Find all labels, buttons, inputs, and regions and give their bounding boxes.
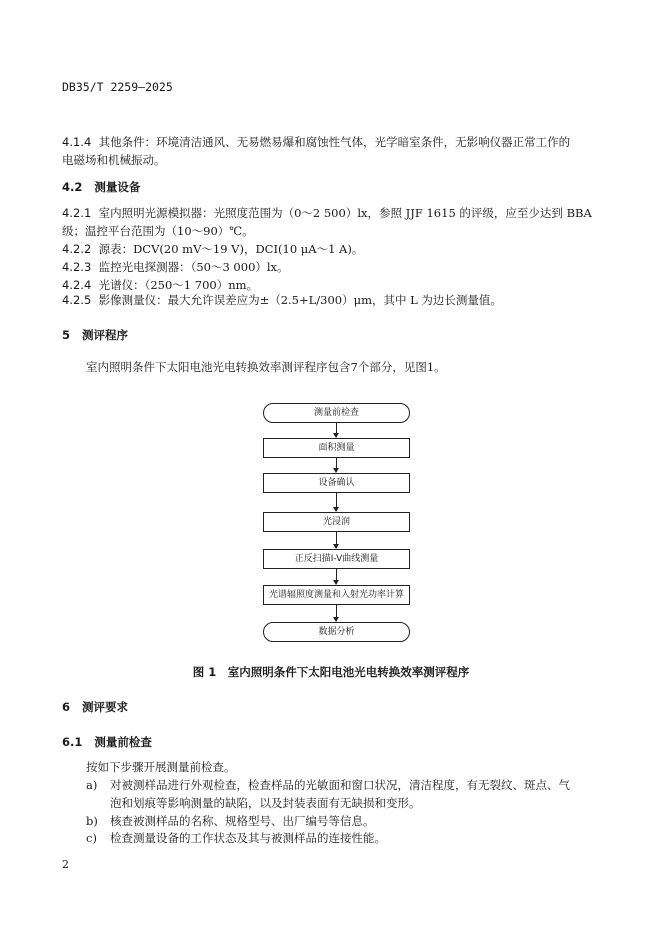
- flow-step-pre-check: 测量前检查: [263, 403, 410, 423]
- flow-step-area-measurement: 面积测量: [263, 438, 410, 458]
- standard-number: DB35/T 2259—2025: [62, 80, 173, 94]
- list-item-a-line2: 泡和划痕等影响测量的缺陷，以及封装表面有无缺损和变形。: [110, 796, 421, 810]
- clause-text-line1: 其他条件：环境清洁通风、无易燃易爆和腐蚀性气体，光学暗室条件，无影响仪器正常工作的: [98, 135, 571, 149]
- section-5-intro: 室内照明条件下太阳电池光电转换效率测评程序包含7个部分，见图1。: [86, 360, 446, 374]
- clause-number: 4.1.4: [62, 135, 92, 149]
- section-number: 5: [62, 328, 71, 342]
- clause-text: 光谱仪：（250～1 700）nm。: [98, 278, 259, 292]
- section-title: 测评程序: [82, 328, 129, 342]
- section-6-1-intro: 按如下步骤开展测量前检查。: [86, 760, 236, 774]
- section-title: 测量前检查: [94, 735, 152, 749]
- figure-caption: 图 1 室内照明条件下太阳电池光电转换效率测评程序: [192, 665, 470, 679]
- flow-arrow: [336, 493, 337, 511]
- clause-number: 4.2.2: [62, 242, 92, 256]
- flow-step-equipment-check: 设备确认: [263, 473, 410, 493]
- list-item-c-text: 检查测量设备的工作状态及其与被测样品的连接性能。: [110, 831, 386, 845]
- section-number: 4.2: [62, 180, 83, 194]
- section-heading-6-1: [62, 734, 152, 750]
- clause-4-1-4: [62, 133, 570, 151]
- clause-4-2-3: [62, 258, 289, 276]
- list-item-b-text: 核查被测样品的名称、规格型号、出厂编号等信息。: [110, 814, 375, 828]
- section-heading-5: [62, 327, 128, 343]
- section-title: 测量设备: [94, 180, 141, 194]
- flow-arrow: [336, 569, 337, 584]
- flow-arrow: [336, 458, 337, 472]
- list-item-a-line1: 对被测样品进行外观检查，检查样品的光敏面和窗口状况，清洁程度，有无裂纹、斑点、气: [110, 778, 570, 792]
- clause-text: 影像测量仪：最大允许误差应为±（2.5+L/300）μm，其中 L 为边长测量值。: [98, 293, 502, 307]
- section-heading-6: [62, 699, 128, 715]
- clause-text: 源表：DCV(20 mV～19 V)，DCI(10 μA～1 A)。: [98, 242, 364, 256]
- flow-step-spectral-irradiance: 光谱辐照度测量和入射光功率计算: [263, 585, 410, 605]
- clause-text: 监控光电探测器：（50～3 000）lx。: [98, 260, 289, 274]
- clause-number: 4.2.3: [62, 260, 92, 274]
- list-item-a-label: a): [86, 778, 98, 792]
- clause-4-2-2: [62, 240, 363, 258]
- clause-number: 4.2.1: [62, 206, 92, 220]
- flow-step-data-analysis: 数据分析: [263, 622, 410, 642]
- page-number: 2: [62, 858, 69, 871]
- section-heading-4-2: [62, 179, 140, 195]
- clause-4-1-4-line2: 电磁场和机械振动。: [62, 153, 166, 167]
- list-item-c-label: c): [86, 831, 97, 845]
- clause-number: 4.2.5: [62, 293, 92, 307]
- clause-number: 4.2.4: [62, 278, 92, 292]
- section-number: 6: [62, 700, 71, 714]
- clause-4-2-1-line2: 级；温控平台范围为（10～90）℃。: [62, 224, 254, 238]
- section-title: 测评要求: [82, 700, 129, 714]
- clause-4-2-1: [62, 204, 592, 222]
- list-item-b-label: b): [86, 814, 98, 828]
- flow-arrow: [336, 532, 337, 548]
- section-number: 6.1: [62, 735, 83, 749]
- clause-text-line1: 室内照明光源模拟器：光照度范围为（0～2 500）lx，参照 JJF 1615 的评级，应至少达到 BBA: [98, 206, 592, 220]
- flow-step-iv-scan: 正反扫描I-V曲线测量: [263, 549, 410, 569]
- clause-4-2-5: [62, 291, 502, 309]
- flow-step-light-soaking: 光浸润: [263, 512, 410, 532]
- flow-arrow: [336, 423, 337, 437]
- flow-arrow: [336, 605, 337, 621]
